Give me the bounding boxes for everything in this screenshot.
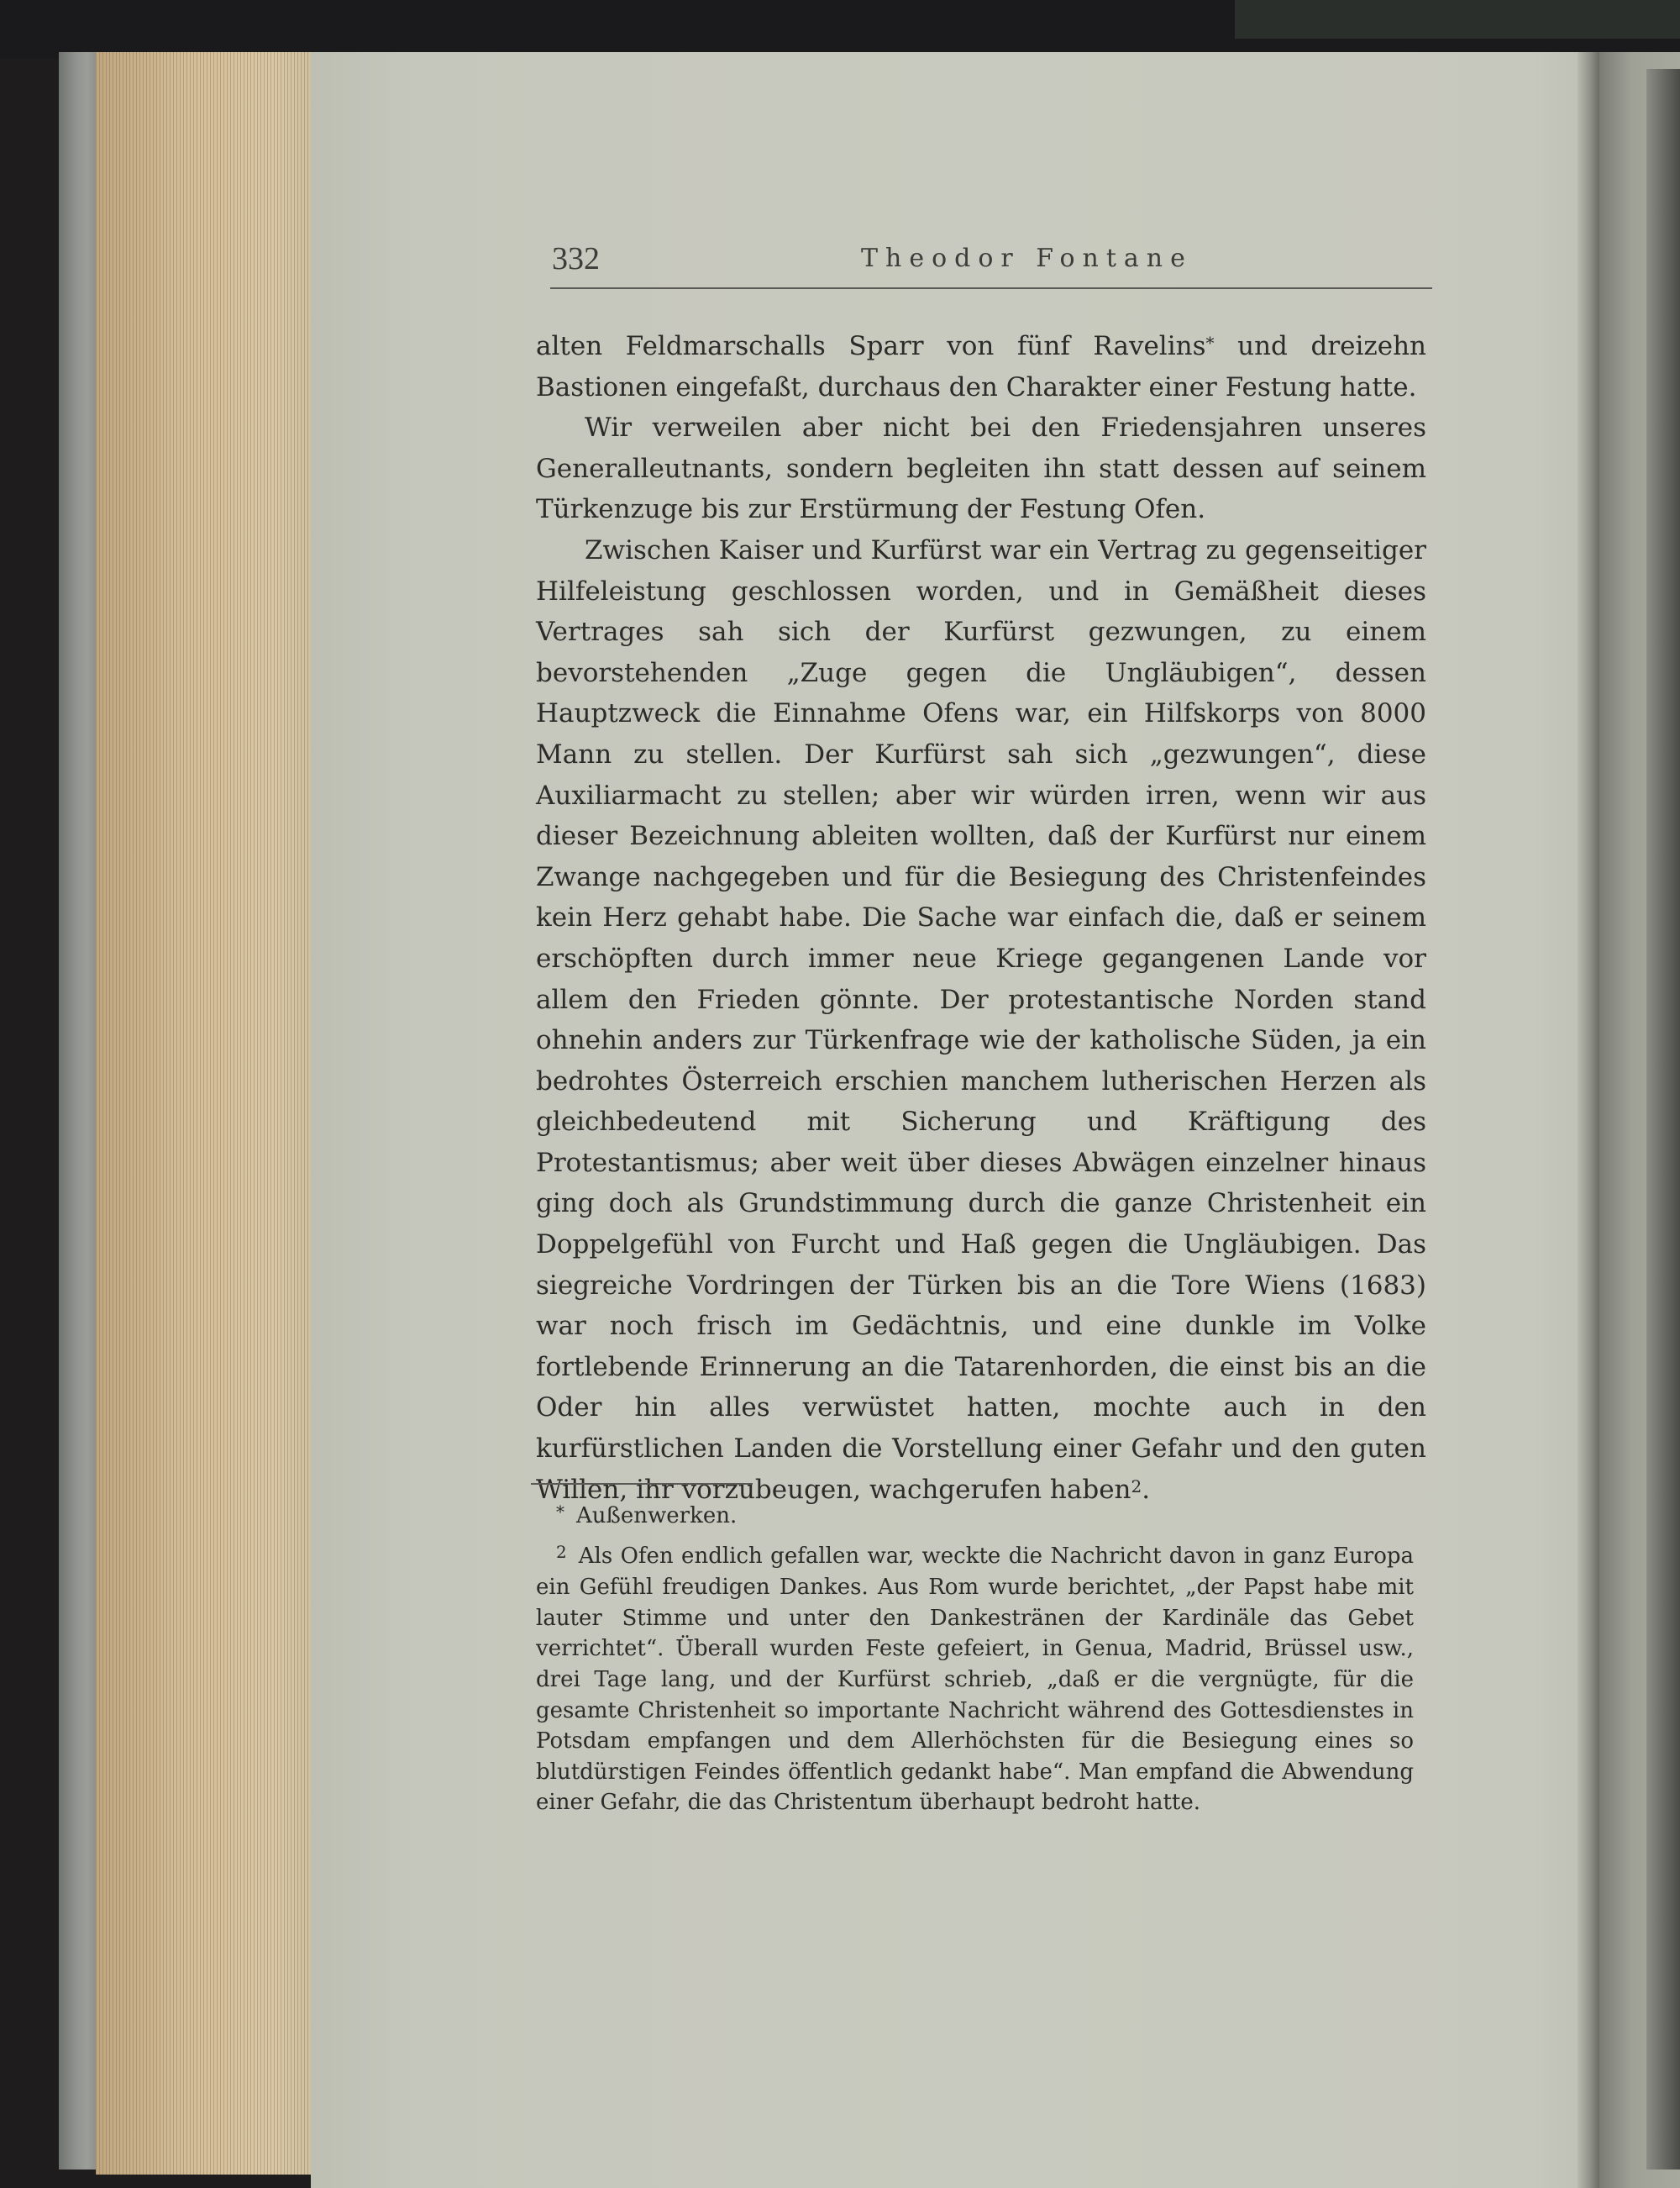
paragraph-text: Zwischen Kaiser und Kurfürst war ein Vertrag zu gegenseitiger Hilfeleistung geschlossen worden, und in Gemäßheit dieses Vertrages sah sich der Kurfürst gezwungen, zu einem bevorstehenden „Zuge gegen die Ungläubigen“, dessen Hauptzweck die Einnahme Ofens war, ein Hilfskorps von 8000 Mann zu stellen. Der Kurfürst sah sich „gezwungen“, diese Auxiliarmacht zu stellen; aber wir würden irren, wenn wir aus dieser Bezeichnung ableiten wollten, daß der Kurfürst nur einem Zwange nachgegeben und für die Besiegung des Christenfeindes kein Herz gehabt habe. Die Sache war einfach die, daß er seinem erschöpften durch immer neue Kriege gegangenen Lande vor allem den Frieden gönnte. Der protestantische Norden stand ohnehin anders zur Türkenfrage wie der katholische Süden, ja ein bedrohtes Österreich erschien manchem lutherischen Herzen als gleichbedeutend mit Sicherung und Kräftigung des Protestantismus; aber weit über dieses Abwägen einzelner hinaus ging doch als Grundstimmung durch die ganze Christenheit ein Doppelgefühl von Furcht und Haß gegen die Ungläubigen. Das siegreiche Vordringen der Türken bis an die Tore Wiens (1683) war noch frisch im Gedächtnis, und eine dunkle im Volke fortlebende Erinnerung an die Tatarenhorden, die einst bis an die Oder hin alles verwüstet hatten, mochte auch in den kurfürstlichen Landen die Vorstellung einer Gefahr und den guten Willen, ihr vorzubeugen, wachgerufen haben <box>536 534 1426 1505</box>
footnote <box>536 1501 1414 1533</box>
page-edges <box>96 52 348 2175</box>
footnote-marker: 2 <box>556 1541 567 1562</box>
footnote-reference: 2 <box>1131 1475 1142 1496</box>
footnote-marker: * <box>556 1502 564 1522</box>
page-number: 332 <box>552 241 600 276</box>
paragraph <box>536 326 1426 408</box>
paragraph-text: alten Feldmarschalls Sparr von fünf Ravelins <box>536 331 1206 361</box>
paragraph-text: . <box>1142 1474 1151 1505</box>
footnote-text: Außenwerken. <box>576 1503 738 1528</box>
running-title: Theodor Fontane <box>861 244 1193 273</box>
book-cover-edge <box>59 52 99 2170</box>
book-gutter <box>1578 52 1599 2188</box>
backdrop-strip <box>1235 0 1680 39</box>
footnote <box>536 1541 1414 1818</box>
body-text <box>536 326 1426 1510</box>
paragraph <box>536 530 1426 1510</box>
footnote-reference: * <box>1205 333 1215 353</box>
facing-page-edge <box>1646 69 1680 2170</box>
footnote-text: Als Ofen endlich gefallen war, weckte die Nachricht davon in ganz Europa ein Gefühl freudigen Dankes. Aus Rom wurde berichtet, „der Papst habe mit lauter Stimme und unter den Dankestränen der Kardinäle das Gebet verrichtet“. Überall wurden Feste gefeiert, in Genua, Madrid, Brüssel usw., drei Tage lang, und der Kurfürst schrieb, „daß er die vergnügte, für die gesamte Christenheit so importante Nachricht während des Gottesdienstes in Potsdam empfangen und dem Allerhöchsten für die Besiegung eines so blutdürstigen Feindes öffentlich gedankt habe“. Man empfand die Abwendung einer Gefahr, die das Christentum überhaupt bedroht hatte. <box>536 1543 1414 1816</box>
running-head <box>550 237 1432 289</box>
footnotes <box>536 1501 1414 1818</box>
paragraph-text: und dreizehn Bastionen eingefaßt, durchaus den Charakter einer Festung hatte. <box>536 331 1427 402</box>
footnote-divider <box>531 1483 753 1485</box>
paragraph: Wir verweilen aber nicht bei den Friedensjahren unseres Generalleutnants, sondern begleiten ihn statt dessen auf seinem Türkenzuge bis zur Erstürmung der Festung Ofen. <box>536 413 1426 525</box>
